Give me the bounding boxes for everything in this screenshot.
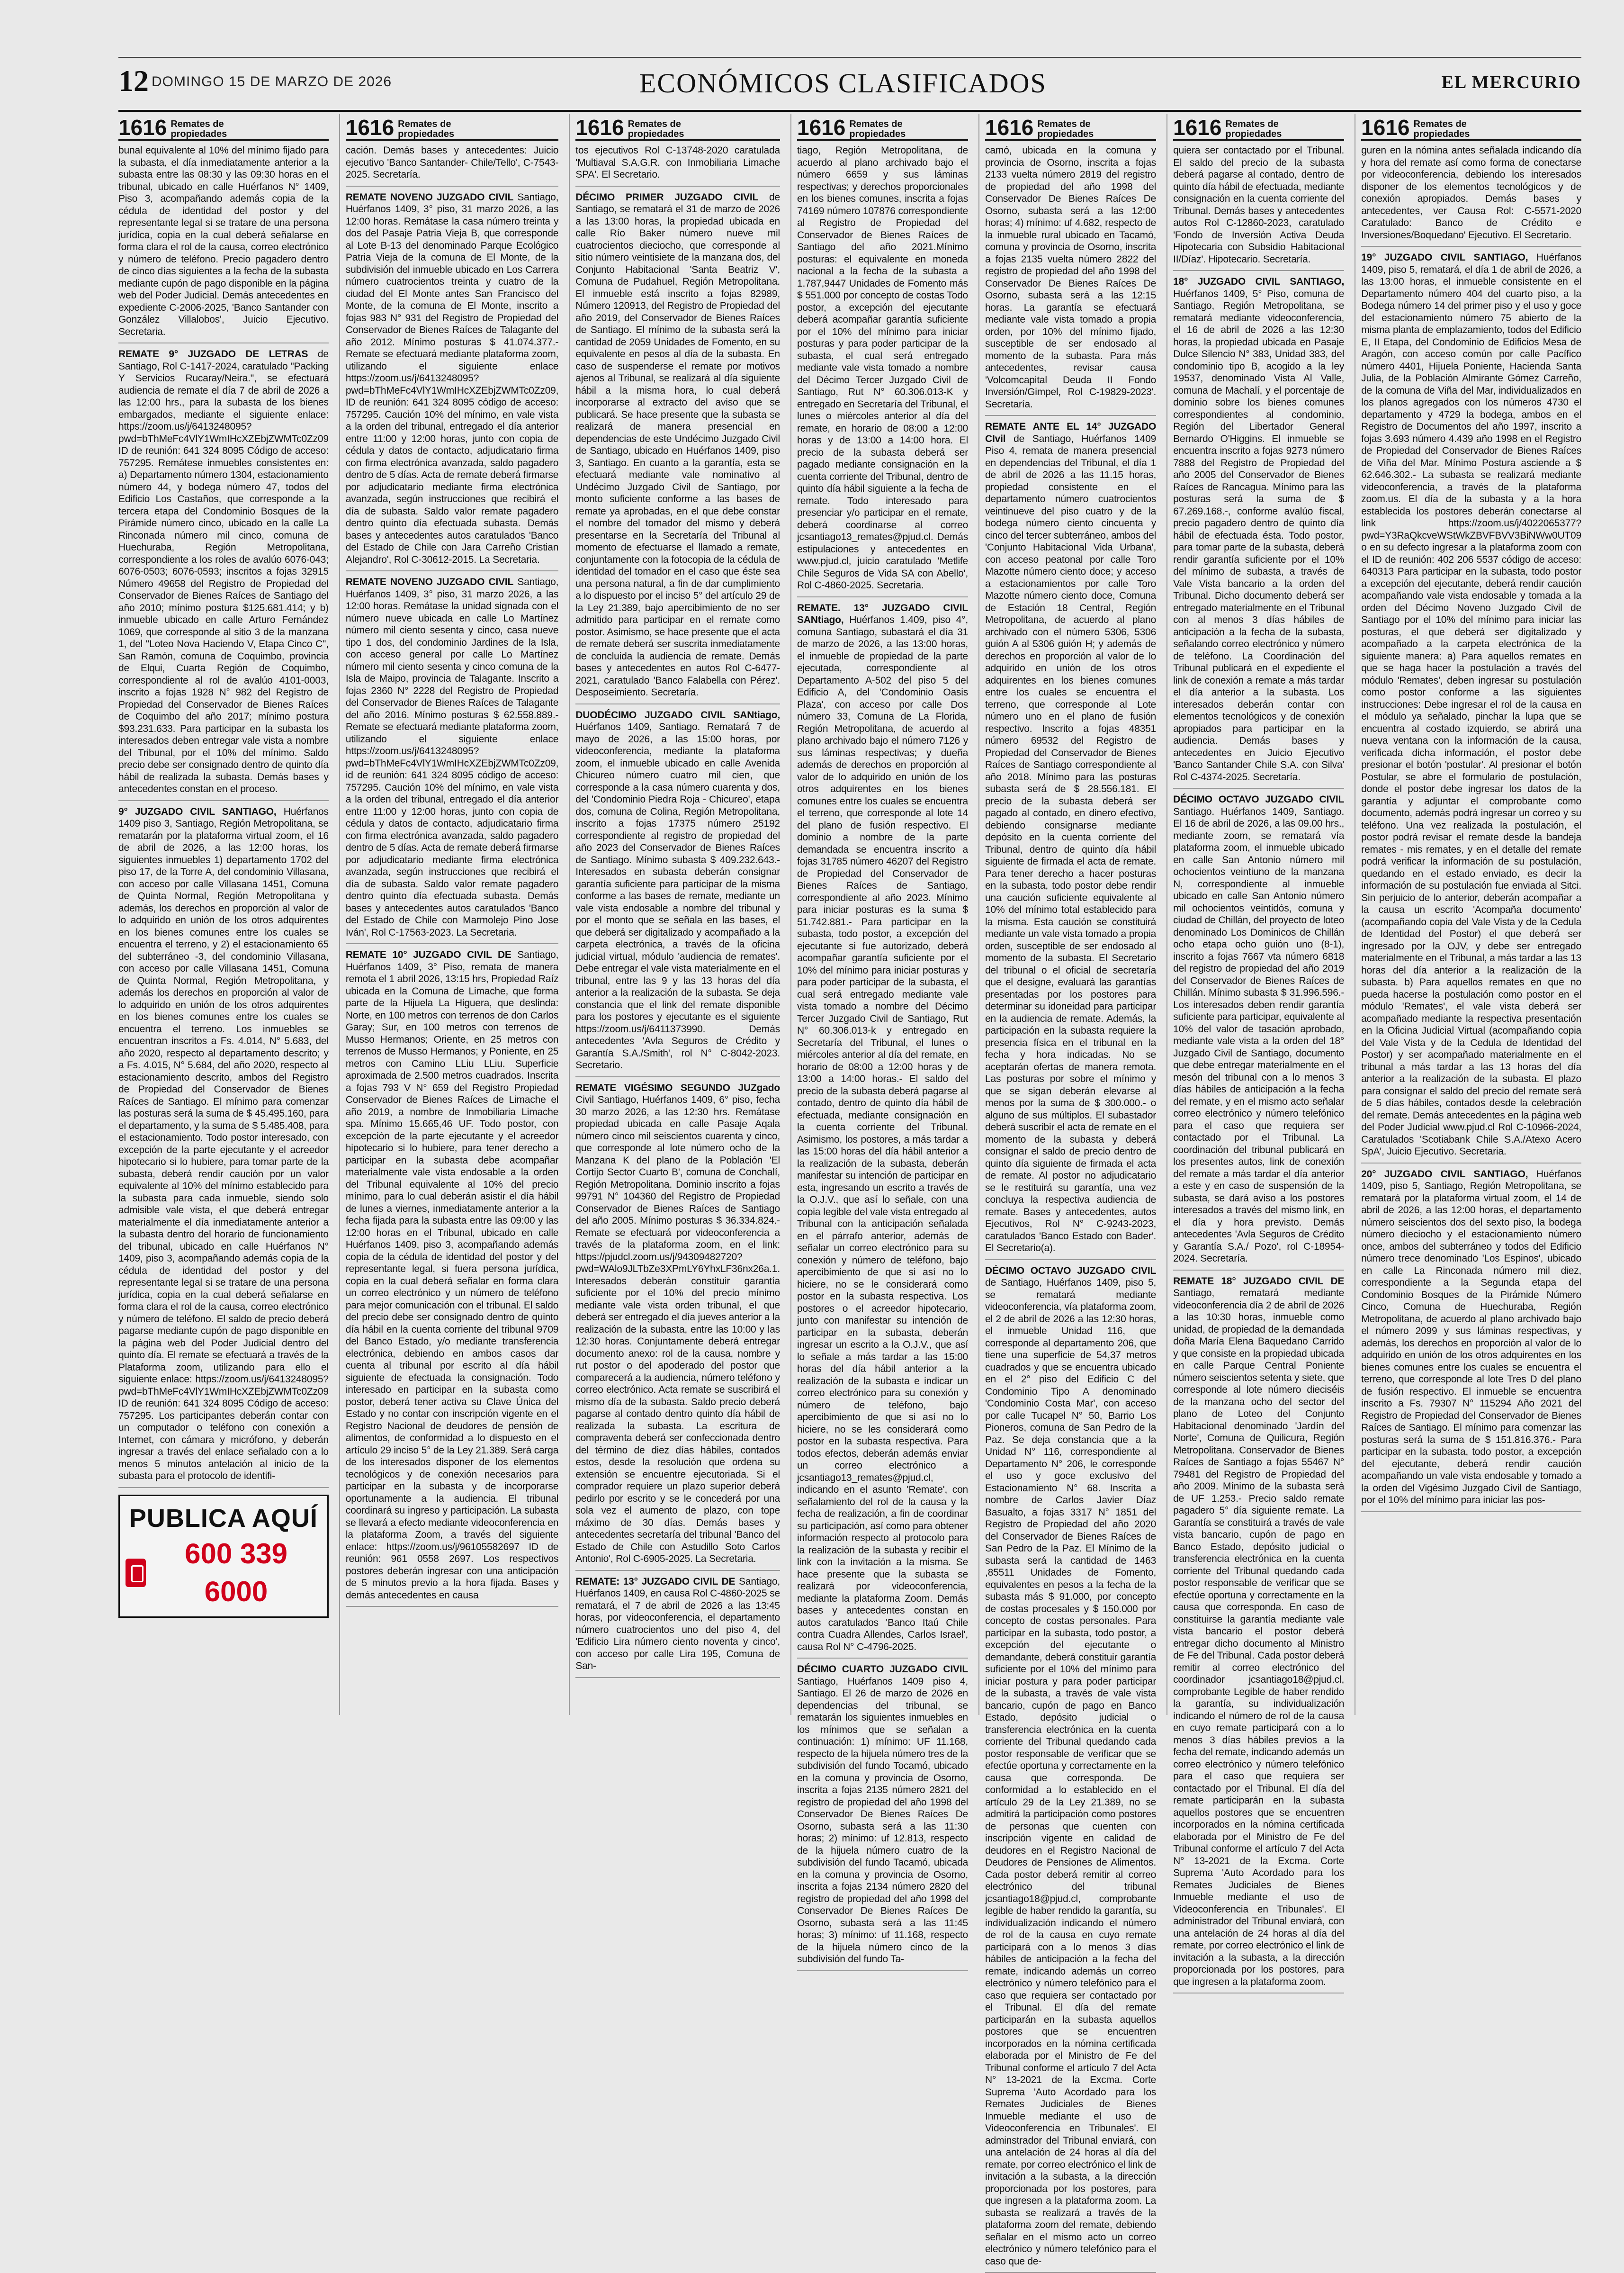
category-code: 1616 (575, 116, 624, 139)
auction-notice (1173, 144, 1344, 271)
category-label: Remates de propiedades (398, 119, 459, 139)
auction-notice (797, 602, 968, 1659)
notice-text: tos ejecutivos Rol C-13748-2020 caratulada 'Multiaval S.A.G.R. con Inmobiliaria Limache SPA'. El Secretario. (575, 145, 780, 180)
promo-phone-row (126, 1535, 322, 1611)
notice-title: REMATE NOVENO JUZGADO CIVIL (346, 577, 513, 587)
notice-title: DÉCIMO OCTAVO JUZGADO CIVIL (985, 1265, 1156, 1276)
column-6 (1166, 114, 1344, 1715)
category-code: 1616 (797, 116, 845, 139)
notice-text: Santiago. Huérfanos 1409, Santiago. El 16 de abril de 2026, a las 09.00 hrs., mediante zoom, se rematará vía plataforma zoom, el inmueble ubicado en calle San Antonio número mil ochocientos veintiuno de la manzana N, correspondiente al inmueble ubicado en calle San Antonio número mil ochocientos veintidós, comuna y ciudad de Chillán, del proyecto de loteo denominado Los Dominicos de Chillán ocho etapa ocho guión uno (8-1), inscrito a fojas 7667 vta número 6818 del registro de propiedad del año 2019 del Conservador de Bienes Raíces de Chillán. Mínimo subasta $ 31.996.596.-Los interesados deben rendir garantía suficiente para participar, equivalente al 10% del valor de tasación aprobado, mediante vale vista a la orden del 18° Juzgado Civil de Santiago, documento que debe entregar materialmente en el mesón del tribunal con a lo menos 3 días hábiles de anticipación a la fecha del remate, y en el mismo acto señalar correo electrónico y número telefónico para el caso que requiera ser contactado por el Tribunal. La coordinación del tribunal publicará en los presentes autos, link de conexión del remate a más tardar el día anterior a este y en caso de suspensión de la subasta, se dará aviso a los postores interesados a través del mismo link, en el día y hora previsto. Demás antecedentes 'Avla Seguros de Crédito y Garantía S.A./ Pozo', rol C-18954-2024. Secretaría. (1173, 806, 1344, 1264)
notice-title: DUODÉCIMO JUZGADO CIVIL SANtiago, (575, 710, 780, 721)
column-7 (1355, 114, 1581, 1715)
publication-date: DOMINGO 15 DE MARZO DE 2026 (152, 74, 392, 90)
auction-notice (346, 949, 558, 1607)
auction-notice (1173, 1275, 1344, 1994)
column-header (118, 114, 329, 141)
auction-notice (1361, 144, 1581, 247)
phone-icon (126, 1559, 146, 1587)
section-title: ECONÓMICOS CLASIFICADOS (639, 64, 1047, 102)
auction-notice (575, 1082, 780, 1571)
column-header (1173, 114, 1344, 141)
notice-text: Huérfanos 1409, piso 5, rematará, el día 1 de abril de 2026, a las 13:00 horas, el inmueble consistente en el Departamento número 404 del cuarto piso, a la Bodega número 14 del primer piso y el uso y goce del estacionamiento número 75 abierto de la misma planta de emplazamiento, todos del Edificio E, II Etapa, del Condominio de Edificios Mesa de Aragón, con acceso común por calle Pacífico número 4401, Hijuela Poniente, Hacienda Santa Julia, de la Población Almirante Gómez Carreño, de la comuna de Viña del Mar, individualizados en los planos agregados con los números 4730 el departamento y 4729 la bodega, ambos en el Registro de Documentos del año 1997, inscrito a fojas 3.693 número 4.439 año 1998 en el Registro de Propiedad del Conservador de Bienes Raíces de Viña del Mar. Mínimo Postura asciende a $ 62.646.302.- La subasta se realizará mediante videoconferencia, a través de la plataforma zoom.us. El día de la subasta y a la hora establecida los postores deberán conectarse al link https://zoom.us/j/4022065377?pwd=Y3RaQkcveWStWkZBVFBVV3BiNWw0UT09 o en su defecto ingresar a la plataforma zoom con el ID de reunión: 402 206 5537 código de acceso: 640313 Para participar en la subasta, todo postor a excepción del ejecutante, deberá rendir caución acompañando vale vista endosable y tomada a la orden del Décimo Noveno Juzgado Civil de Santiago por el 10% del mínimo para iniciar las posturas, el que deberá ser digitalizado y acompañado a la carpeta electrónica de la siguiente manera: a) Para aquellos remates en que se haga hacer la postulación a través del módulo 'Remates', deben ingresar su postulación como postor conforme a las siguientes instrucciones: Debe ingresar el rol de la causa en el módulo ya señalado, pinchar la lupa que se encuentra al costado izquierdo, se abrirá una nueva ventana con la información de la causa, verificada dicha información, el postor debe presionar el botón 'postular'. Al presionar el botón Postular, se abre el formulario de postulación, donde el postor debe ingresar los datos de la garantía y adjuntar el comprobante como documento, además podrá ingresar un correo y su teléfono. Una vez realizada la postulación, el postor podrá revisar el remate desde la bandeja remates - mis remates, y en el detalle del remate podrá verificar la información de su postulación, quedando en el estado enviado, es decir la información de su postulación fue enviada al Sitci. Sin perjuicio de lo anterior, deberán acompañar a la causa un escrito 'Acompaña documento' (acompañando copia del Vale Vista y de la Cedula de Identidad del Postor) el que deberá ser ingresado por la OJV, y debe ser entregado materialmente en el Tribunal, a más tardar a las 13 horas del día anterior a la realización de la subasta. b) Para aquellos remates en que no pueda hacerse la postulación como postor en el módulo 'Remates', el vale vista deberá ser acompañado mediante la respectiva presentación en la Oficina Judicial Virtual (acompañando copia del Vale Vista y de la Cedula de Identidad del Postor) y ser acompañado materialmente en el tribunal a más tardar a las 13 horas del día anterior a la realización de la subasta. El plazo para consignar el saldo del precio del remate será de 5 días hábiles, contados desde la celebración del remate. Demás antecedentes en la página web del Poder Judicial www.pjud.cl Rol C-10966-2024, Caratulados 'Scotiabank Chile S.A./Atexo Acero SpA', Juicio Ejecutivo. Secretaria. (1361, 252, 1581, 1157)
auction-notice (985, 421, 1156, 1260)
notice-text: camó, ubicada en la comuna y provincia de Osorno, inscrita a fojas 2133 vuelta número 2819 del registro de propiedad del año 1998 del Conservador De Bienes Raíces De Osorno, subasta será a las 12:00 horas; 4) mínimo: uf 4.682, respecto de la inmueble rural ubicado en Tacamó, comuna y provincia de Osorno, inscrita a fojas 2135 vuelta número 2822 del registro de propiedad del año 1998 del Conservador De Bienes Raíces De Osorno, subasta será a las 12:15 horas. La garantía se efectuará mediante vale vista tomado a propia orden, por 10% del mínimo fijado, susceptible de ser endosado al momento de la subasta. Para más antecedentes, revisar causa 'Volcomcapital Deuda II Fondo Inversión/Gimpel, Rol C-19829-2023'. Secretaría. (985, 145, 1156, 410)
notice-text: Civil Santiago, Huérfanos 1409, 6° piso, fecha 30 marzo 2026, a las 12:30 hrs. Remátase propiedad ubicada en calle Pasaje Aqala número cinco mil seiscientos cuarenta y cinco, que corresponde al lote número ocho de la Manzana K del plano de la Población 'El Cortijo Sector Cuarto B', comuna de Conchalí, Región Metropolitana. Dominio inscrito a fojas 99791 N° 104360 del Registro de Propiedad Conservador de Bienes Raíces de Santiago del año 2005. Mínimo posturas $ 36.334.824.- Remate se efectuará por videoconferencia a través de la plataforma zoom, en el link: https://pjudcl.zoom.us/j/94309482720?pwd=WAlo9JLTbZe3XPmLY6YhxLF36nx26a.1. Interesados deberán constituir garantía suficiente por el 10% del precio mínimo mediante vale vista orden tribunal, el que deberá ser entregado el día jueves anterior a la realización de la subasta, entre las 10:00 y las 12:30 horas. Conjuntamente deberá entregar documento anexo: rol de la causa, nombre y rut postor o del apoderado del postor que comparecerá a la audiencia, número teléfono y correo electrónico. Acta remate se suscribirá el mismo día de la subasta. Saldo precio deberá pagarse al contado dentro quinto día hábil de realizada la subasta. La escritura de compraventa deberá ser confeccionada dentro del término de diez días hábiles, contados estos, desde la resolución que ordena su extensión se encuentre ejecutoriada. Si el comprador requiere un plazo superior deberá pedirlo por escrito y se le concederá por una sola vez el aumento de plazo, con tope máximo de 30 días. Demás bases y antecedentes secretaría del tribunal 'Banco del Estado de Chile con Astudillo Soto Carlos Antonio', Rol C-6905-2025. La Secretaria. (575, 1094, 780, 1564)
auction-notice (118, 144, 329, 343)
notice-text: Santiago, Huérfanos 1409, 3° piso, 31 marzo 2026, a las 12:00 horas. Remátase la unidad signada con el número nueve ubicada en calle Lo Martínez número mil ciento sesenta y cinco, casa nueve tipo 1 dos, del condominio Jardines de la Isla, con acceso general por calle Lo Martínez número mil ciento sesenta y cinco comuna de la Isla de Maipo, provincia de Talagante. Inscrito a fojas 2360 N° 2228 del Registro de Propiedad del Conservador de Bienes Raíces de Talagante del año 2016. Mínimo posturas $ 62.558.889.- Remate se efectuará mediante plataforma zoom, utilizando el siguiente enlace https://zoom.us/j/6413248095?pwd=bThMeFc4VlY1WmIHcXZEbjZWMTc0Zz09, id de reunión: 641 324 8095 código de acceso: 757295. Caución 10% del mínimo, en vale vista a la orden del tribunal, entregado el día anterior entre 11:00 y 12:00 horas, junto con copia de cédula y datos de contacto, adjudicatario firma con firma electrónica avanzada, saldo pagadero dentro de 5 días. Acta de remate deberá firmarse por adjudicatario mediante firma electrónica avanzada, según instrucciones que recibirá el día de subasta. Saldo valor remate pagadero dentro quinto día efectuada subasta. Demás bases y antecedentes autos caratulados 'Banco del Estado de Chile con Marmolejo Pino Jose Iván', Rol C-17563-2023. La Secretaria. (346, 577, 558, 938)
category-code: 1616 (346, 116, 394, 139)
page-header (118, 57, 1581, 112)
auction-notice (346, 576, 558, 944)
notice-title: 9° JUZGADO CIVIL SANTIAGO, (118, 806, 277, 817)
column-header (346, 114, 558, 141)
auction-notice (985, 144, 1156, 416)
notice-title: REMATE 18° JUZGADO CIVIL DE (1173, 1276, 1344, 1287)
auction-notice (1173, 276, 1344, 789)
column-header (575, 114, 780, 141)
auction-notice (985, 1265, 1156, 2273)
category-label: Remates de propiedades (1037, 119, 1099, 139)
auction-notice (346, 191, 558, 572)
notice-title: REMATE: 13° JUZGADO CIVIL DE (575, 1576, 735, 1587)
notice-title: REMATE VIGÉSIMO SEGUNDO JUZgado (575, 1082, 780, 1093)
notice-text: Huérfanos 1409, 5° Piso, comuna de Santiago, Región Metropolitana, se rematará mediante videoconferencia, el 16 de abril de 2026 a las 12:30 horas, la propiedad ubicada en Pasaje Dulce Silencio N° 383, Unidad 383, del condominio tipo B, acogido a la ley 19537, denominado Vista Al Valle, comuna de Machalí, y el porcentaje de dominio sobre los bienes comunes correspondientes al condominio, Región del Libertador General Bernardo O'Higgins. El inmueble se encuentra inscrito a fojas 9273 número 7888 del Registro de Propiedad del año 2005 del Conservador de Bienes Raíces de Rancagua. Mínimo para las posturas será la suma de $ 67.269.168.-, conforme avalúo fiscal, precio pagadero dentro de quinto día hábil de efectuada ésta. Todo postor, para tomar parte de la subasta, deberá rendir garantía suficiente por el 10% del mínimo de subasta, a través de Vale Vista bancario a la orden del Tribunal. Dicho documento deberá ser entregado materialmente en el Tribunal con al menos 3 días hábiles de anticipación a la fecha de la subasta, señalando correo electrónico y número de teléfono. La Coordinación del Tribunal publicará en el expediente el link de conexión a remate a más tardar el día anterior a la subasta. Los interesados deberán contar con elementos tecnológicos y de conexión apropiados para participar en la audiencia. Demás bases y antecedentes en Juicio Ejecutivo 'Banco Santander Chile S.A. con Silva' Rol C-4374-2025. Secretaría. (1173, 289, 1344, 783)
auction-notice (575, 709, 780, 1077)
auction-notice (797, 1663, 968, 1971)
notice-text: de Santiago, se rematará el 31 de marzo de 2026 a las 13:00 horas, la propiedad ubicada en calle Río Baker número nueve mil cuatrocientos dieciocho, que corresponde al sitio número veintisiete de la manzana dos, del Conjunto Habitacional 'Santa Beatriz V', Comuna de Pudahuel, Región Metropolitana. El inmueble está inscrito a fojas 82989, Número 120913, del Registro de Propiedad del año 2019, del Conservador de Bienes Raíces de Santiago. El mínimo de la subasta será la cantidad de 2059 Unidades de Fomento, en su equivalente en pesos al día de la subasta. En caso de suspenderse el remate por motivos ajenos al Tribunal, se realizará al día siguiente hábil a la misma hora, lo cual deberá incorporarse al extracto del aviso que se publicará. Se hace presente que la subasta se realizará de manera presencial en dependencias de este Undécimo Juzgado Civil de Santiago, ubicado en Huérfanos 1409, piso 3, Santiago. En cuanto a la garantía, esta se efectuará mediante vale nominativo al Undécimo Juzgado Civil de Santiago, por monto suficiente conforme a las bases de remate ya aprobadas, en el que debe constar el nombre del tomador del mismo y deberá presentarse en la Secretaría del Tribunal al momento de efectuarse el llamado a remate, conjuntamente con la fotocopia de la cédula de identidad del tomador en el caso que éste sea una persona natural, a fin de dar cumplimiento a lo dispuesto por el inciso 5° del artículo 29 de la Ley 21.389, bajo apercibimiento de no ser admitido para participar en el remate como postor. Asimismo, se hace presente que el acta de remate deberá ser suscrita inmediatamente de concluida la audiencia de remate. Demás bases y antecedentes en autos Rol C-6477- 2021, caratulado 'Banco Falabella con Pérez'. Desposeimiento. Secretaría. (575, 192, 780, 698)
notice-title: 20° JUZGADO CIVIL SANTIAGO, (1361, 1169, 1528, 1180)
auction-notice (118, 348, 329, 801)
classified-columns (118, 114, 1581, 1715)
category-label: Remates de propiedades (849, 119, 911, 139)
auction-notice (118, 806, 329, 1488)
advertise-promo (118, 1495, 329, 1618)
notice-text: Santiago, Huérfanos 1409, 3° piso, 31 marzo 2026, a las 12:00 horas. Remátase la casa número treinta y dos del Pasaje Patria Vieja B, que corresponde al Lote B-13 del denominado Parque Ecológico Patria Vieja de la comuna de El Monte, de la subdivisión del inmueble ubicado en Los Carrera número cuatrocientos treinta y cuatro de la ciudad del El Monte antes San Francisco del Monte, de la comuna de El Monte, inscrito a fojas 983 N° 931 del Registro de Propiedad del Conservador de Bienes Raíces de Talagante del año 2012. Mínimo posturas $ 41.074.377.- Remate se efectuará mediante plataforma zoom, utilizando el siguiente enlace https://zoom.us/j/6413248095?pwd=bThMeFc4VlY1WmIHcXZEbjZWMTc0Zz09, ID de reunión: 641 324 8095 código de acceso: 757295. Caución 10% del mínimo, en vale vista a la orden del tribunal, entregado el día anterior entre 11:00 y 12:00 horas, junto con copia de cédula y datos de contacto, adjudicatario firma con firma electrónica avanzada, saldo pagadero dentro de 5 días. Acta de remate deberá firmarse por adjudicatario mediante firma electrónica avanzada, según instrucciones que recibirá el día de subasta. Saldo valor remate pagadero dentro quinto día efectuada subasta. Demás bases y antecedentes autos caratulados 'Banco del Estado de Chile con Jara Carreño Cristian Alejandro', Rol C-30612-2015. La Secretaria. (346, 192, 558, 565)
notice-title: 19° JUZGADO CIVIL SANTIAGO, (1361, 252, 1528, 263)
notice-text: Huérfanos 1409 piso 3, Santiago, Región Metropolitana, se rematarán por la plataforma virtual zoom, el 16 de abril de 2026, a las 12:00 horas, los siguientes inmuebles 1) departamento 1702 del piso 17, de la Torre A, del condominio Villasana, con acceso por calle Villasana 1451, Comuna de Quinta Normal, Región Metropolitana y además, los derechos en proporción al valor de lo adquirido en unión de los otros adquirentes en los bienes comunes entre los cuales se encuentra el terreno, y 2) el estacionamiento 65 del subterráneo -3, del condominio Villasana, con acceso por calle Villasana 1451, Comuna de Quinta Normal, Región Metropolitana, y además los derechos en proporción al valor de lo adquirido en unión de los otros adquirentes en los bienes comunes entre los cuales se encuentra el terreno. Los inmuebles se encuentran inscritos a Fs. 4.014, N° 5.683, del año 2020, respecto al departamento descrito; y a Fs. 4.015, N° 5.684, del año 2020, respecto al estacionamiento descrito, ambos del Registro de Propiedad del Conservador de Bienes Raíces de Santiago. El mínimo para comenzar las posturas será la suma de $ 45.495.160, para el departamento, y la suma de $ 5.485.408, para el estacionamiento. Todo postor interesado, con excepción de la parte ejecutante y el acreedor hipotecario si lo hubiere, para tomar parte de la subasta, deberá rendir caución por un valor equivalente al 10% del mínimo establecido para la subasta para cada inmueble, siendo solo admisible vale vista, el que deberá entregar materialmente el día inmediatamente anterior a la subasta dentro del horario de funcionamiento del tribunal, ubicado en calle Huérfanos N° 1409, piso 3, acompañando además copia de la cédula de identidad del postor y del representante legal si se tratare de una persona jurídica, copia en la cual deberá señalarse en forma clara el rol de la causa, correo electrónico y número de teléfono. El saldo de precio deberá pagarse mediante cupón de pago disponible en la página web del Poder Judicial dentro del quinto día. El remate se efectuará a través de la Plataforma zoom, utilizando para ello el siguiente enlace: https://zoom.us/j/6413248095?pwd=bThMeFc4VlY1WmIHcXZEbjZWMTc0Zz09 ID de reunión: 641 324 8095 Código de acceso: 757295. Los participantes deberán contar con un computador o teléfono con conexión a Internet, con cámara y micrófono, y deberán ingresar a través del enlace señalado con a lo menos 5 minutos antelación al inicio de la subasta para el protocolo de identifi- (118, 806, 329, 1482)
notice-title: REMATE NOVENO JUZGADO CIVIL (346, 192, 513, 203)
auction-notice (1361, 1168, 1581, 1512)
category-label: Remates de propiedades (1225, 119, 1287, 139)
notice-text: de Santiago, Huérfanos 1409, piso 5, se rematará mediante videoconferencia, vía plataforma zoom, el 2 de abril de 2026 a las 12:30 horas, el inmueble Unidad 116, que corresponde al departamento 206, que tiene una superficie de 54,37 metros cuadrados y que se encuentra ubicado en el 2° piso del Edificio C del Condominio Tipo A denominado 'Condominio Costa Mar', con acceso por calle Tucapel N° 50, Barrio Los Pioneros, comuna de San Pedro de la Paz. Se deja constancia que a la Unidad N° 116, correspondiente al Departamento N° 206, le corresponde el uso y goce exclusivo del Estacionamiento N° 68. Inscrita a nombre de Carlos Javier Díaz Basualto, a fojas 3317 N° 1851 del Registro de Propiedad del año 2020 del Conservador de Bienes Raíces de San Pedro de la Paz. El Mínimo de la subasta será la cantidad de 1463 ,85511 Unidades de Fomento, equivalentes en pesos a la fecha de la subasta más $ 91.000, por concepto de costas procesales y $ 150.000 por concepto de costas personales. Para participar en la subasta, todo postor, a excepción del ejecutante o demandante, deberá constituir garantía suficiente por el 10% del mínimo para iniciar postura y para poder participar de la subasta, a través de vale vista bancario, cupón de pago en Banco Estado, depósito judicial o transferencia electrónica en la cuenta corriente del Tribunal quedando cada postor responsable de verificar que se efectúe oportuna y correctamente en la causa que corresponda. De conformidad a lo establecido en el artículo 29 de la Ley 21.389, no se admitirá la participación como postores de personas que cuenten con inscripción vigente en calidad de deudores en el Registro Nacional de Deudores de Pensiones de Alimentos. Cada postor deberá remitir al correo electrónico del tribunal jcsantiago18@pjud.cl, comprobante legible de haber rendido la garantía, su individualización indicando el número de rol de la causa en cuyo remate participará con a lo menos 3 días hábiles de anticipación a la fecha del remate, indicando además un correo electrónico y número telefónico para el caso que requiera ser contactado por el Tribunal. El día del remate participarán en la subasta aquellos postores que se encuentren incorporados en la nómina certificada elaborada por el Ministro de Fe del Tribunal conforme el artículo 7 del Acta N° 13-2021 de la Excma. Corte Suprema 'Auto Acordado para los Remates Judiciales de Bienes Inmueble mediante el uso de Videoconferencia en Tribunales'. El adminstrador del Tribunal enviará, con una antelación de 24 horas al día del remate, por correo electrónico el link de invitación a la subasta, a la dirección proporcionada por los postores, para que ingresen a la plataforma zoom. La subasta se realizará a través de la plataforma zoom del remate, debiendo señalar en el mismo acto un correo electrónico y número telefónico para el caso que de- (985, 1277, 1156, 2267)
notice-title: REMATE ANTE EL 14° JUZGADO CIvil (985, 421, 1156, 444)
notice-title: REMATE 10° JUZGADO CIVIL DE (346, 949, 511, 960)
column-1 (118, 114, 329, 1715)
notice-text: Huérfanos 1409, piso 5, Santiago, Región Metropolitana, se rematará por la plataforma virtual zoom, el 14 de abril de 2026, a las 12:00 horas, el departamento número seiscientos dos del sexto piso, la bodega número dieciocho y el estacionamiento número once, ambos del subterráneo y todos del Edificio número trece denominado 'Los Espinos', ubicado en calle La Rinconada número mil diez, correspondiente a la Segunda etapa del Condominio Bosques de la Pirámide Número Cinco, Comuna de Huechuraba, Región Metropolitana, de acuerdo al plano archivado bajo el número 2099 y sus láminas respectivas, y además, los derechos en proporción al valor de lo adquirido en unión de los otros adquirentes en los bienes comunes entre los cuales se encuentra el terreno, que corresponde al lote Tres D del plano de fusión respectivo. El inmueble se encuentra inscrito a Fs. 79307 N° 115294 Año 2021 del Registro de Propiedad del Conservador de Bienes Raíces de Santiago. El mínimo para comenzar las posturas será la suma de $ 151.816.376.- Para participar en la subasta, todo postor, a excepción del ejecutante, deberá rendir caución acompañando un vale vista endosable y tomado a la orden del Vigésimo Juzgado Civil de Santiago, por el 10% del mínimo para iniciar las pos- (1361, 1169, 1581, 1506)
column-2 (339, 114, 558, 1715)
auction-notice (346, 144, 558, 187)
auction-notice (1361, 252, 1581, 1164)
category-label: Remates de propiedades (170, 119, 232, 139)
newspaper-brand: EL MERCURIO (1442, 72, 1581, 93)
notice-text: de Santiago, Huérfanos 1409 Piso 4, remata de manera presencial en dependencias del Tribunal, el día 1 de abril de 2026 a las 11.15 horas, propiedad consistente en el departamento número cuatrocientos veintinueve del piso cuatro y de la bodega número ciento cincuenta y cinco del tercer subterráneo, ambos del 'Conjunto Habitacional Vida Urbana', con acceso peatonal por calle Toro Mazotte número ciento doce; y acceso a estacionamientos por calle Toro Mazotte número ciento doce, Comuna de Estación 18 Central, Región Metropolitana, de acuerdo al plano archivado con el número 5306, 5306 guión A al 5306 guión H; y además de derechos en proporción al valor de lo adquirido en unión de los otros adquirentes en los bienes comunes entre los cuales se encuentra el terreno, que corresponde al Lote número uno en el plano de fusión respectivo. Inscrito a fojas 48351 número 69532 del Registro de Propiedad del Conservador de Bienes Raíces de Santiago correspondiente al año 2018. Mínimo para las posturas subasta será de $ 28.556.181. El precio de la subasta deberá ser pagado al contado, en dinero efectivo, debiendo consignarse mediante depósito en la cuenta corriente del Tribunal, dentro de quinto día hábil siguiente de firmada el acta de remate. Para tener derecho a hacer posturas en la subasta, todo postor debe rendir una caución suficiente equivalente al 10% del mínimo total establecido para la misma. Esta caución se constituirá mediante un vale vista tomado a propia orden, susceptible de ser endosado al momento de la subasta. El Secretario del tribunal o el oficial de secretaría que el designe, evaluará las garantías presentadas por los postores para determinar su idoneidad para participar en la audiencia de remate. Además, la participación en la subasta requiere la presencia física en el tribunal en la fecha y hora indicadas. No se aceptarán ofertas de manera remota. Las posturas por sobre el mínimo y que se sigan deberán elevarse al menos por la suma de $ 300.000.- o alguno de sus múltiplos. El subastador deberá suscribir el acta de remate en el momento de la subasta y deberá consignar el saldo de precio dentro de quinto día siguiente de firmada el acta de remate. Al postor no adjudicatario se le restituirá su garantía, una vez concluya la respectiva audiencia de remate. Bases y antecedentes, autos Ejecutivos, Rol N° C-9243-2023, caratulados 'Banco Estado con Bader'. El Secretario(a). (985, 433, 1156, 1254)
notice-text: Santiago, Huérfanos 1409, en causa Rol C-4860-2025 se rematará, el 7 de abril de 2026 a las 13:45 horas, por videoconferencia, el departamento número cuatrocientos uno del piso 4, del 'Edificio Lira número ciento noventa y cinco', con acceso por calle Lira 195, Comuna de San- (575, 1576, 780, 1672)
category-code: 1616 (985, 116, 1033, 139)
notice-title: 18° JUZGADO CIVIL SANTIAGO, (1173, 276, 1344, 287)
column-header (797, 114, 968, 141)
notice-title: REMATE 9° JUZGADO DE LETRAS (118, 349, 308, 360)
notice-title: DÉCIMO OCTAVO JUZGADO CIVIL (1173, 794, 1344, 805)
column-5 (978, 114, 1156, 1715)
notice-text: Huérfanos 1409, Santiago. Rematará 7 de mayo de 2026, a las 15:00 horas, por videoconferencia, mediante la plataforma zoom, el inmueble ubicado en calle Avenida Chicureo número cuatro mil cien, que corresponde a la casa número cuarenta y dos, del 'Condominio Piedra Roja - Chicureo', etapa dos, comuna de Colina, Región Metropolitana, inscrito a fojas 17375 número 25192 correspondiente al registro de propiedad del año 2023 del Conservador de Bienes Raíces de Santiago. Mínimo subasta $ 409.232.643.- Interesados en subasta deberán consignar garantía suficiente para participar de la misma conforme a las bases de remate, mediante un vale vista endosable a nombre del tribunal y por el monto que se señala en las bases, el que deberá ser digitalizado y acompañado a la carpeta electrónica, a través de la oficina judicial virtual, módulo 'audiencia de remates'. Debe entregar el vale vista materialmente en el tribunal, entre las 9 y las 13 horas del día anterior a la realización de la subasta. Se deja constancia que el link del remate disponible para los postores y ejecutante es el siguiente https://zoom.us/j/6411373990. Demás antecedentes 'Avla Seguros de Crédito y Garantía S.A./Smith', rol N° C-8042-2023. Secretario. (575, 722, 780, 1071)
notice-text: Santiago, Huérfanos 1409 piso 4, Santiago. El 26 de marzo de 2026 en dependencias del tribunal, se rematarán los siguientes inmuebles en los mínimos que se señalan a continuación: 1) mínimo: UF 11.168, respecto de la hijuela número tres de la subdivisión del fundo Tocamó, ubicado en la comuna y provincia de Osorno, inscrita a fojas 2135 número 2821 del registro de propiedad del año 1998 del Conservador De Bienes Raíces De Osorno, subasta será a las 11:30 horas; 2) mínimo: uf 12.813, respecto de la hijuela número cuatro de la subdivisión del fundo Tacamó, ubicada en la comuna y provincia de Osorno, inscrita a fojas 2134 número 2820 del registro de propiedad del año 1998 del Conservador De Bienes Raíces De Osorno, subasta será a las 11:45 horas; 3) mínimo: uf 11.168, respecto de la hijuela número cinco de la subdivisión del fundo Ta- (797, 1676, 968, 1965)
notice-title: DÉCIMO CUARTO JUZGADO CIVIL (797, 1664, 968, 1675)
auction-notice (797, 144, 968, 597)
notice-text: tiago, Región Metropolitana, de acuerdo al plano archivado bajo el número 6659 y sus láminas respectivas; y derechos proporcionales en los bienes comunes, inscrita a fojas 74169 número 107876 correspondiente al Registro de Propiedad del Conservador de Bienes Raíces de Santiago del año 2021.Mínimo posturas: el equivalente en moneda nacional a la fecha de la subasta a 1.787,9447 Unidades de Fomento más $ 551.000 por concepto de costas Todo postor, a excepción del ejecutante deberá acompañar garantía suficiente por el 10% del mínimo para iniciar posturas y para poder participar de la subasta, el cual será entregado mediante vale vista tomado a nombre del Décimo Tercer Juzgado Civil de Santiago, Rut N° 60.306.013-K y entregado en Secretaría del Tribunal, el lunes o miércoles anterior al día del remate, en horario de 08:00 a 12:00 horas y de 13:00 a 14:00 hora. El precio de la subasta deberá ser pagado mediante consignación en la cuenta corriente del Tribunal, dentro de quinto día hábil siguiente a la fecha de remate. Todo interesado para presenciar y/o participar en el remate, deberá coordinarse al correo jcsantiago13_remates@pjud.cl. Demás estipulaciones y antecedentes en www.pjud.cl, juicio caratulado 'Metlife Chile Seguros de Vida SA con Abello', Rol C-4860-2025. Secretaria. (797, 145, 968, 591)
column-header (1361, 114, 1581, 141)
column-4 (790, 114, 968, 1715)
notice-text: quiera ser contactado por el Tribunal. El saldo del precio de la subasta deberá pagarse al contado, dentro de quinto día hábil de efectuada, mediante consignación en la cuenta corriente del Tribunal. Demás bases y antecedentes autos Rol C-12860-2023, caratulado 'Fondo de Inversión Activa Deuda Hipotecaria con Subsidio Habitacional II/Díaz'. Hipotecario. Secretaría. (1173, 145, 1344, 265)
notice-text: Santiago, Huérfanos 1409, 3° Piso, remata de manera remota el 1 abril 2026, 13:15 hrs, Propiedad Raíz ubicada en la Comuna de Limache, que forma parte de la Hijuela La Higuera, que deslinda: Norte, en 100 metros con terrenos de don Carlos Garay; Sur, en 100 metros con terrenos de Musso Hermanos; Oriente, en 25 metros con terrenos de Musso Hermanos; y Poniente, en 25 metros con Camino LLiu LLiu. Superficie aproximada de 2.500 metros cuadrados. Inscrita a fojas 793 V N° 659 del Registro Propiedad Conservador de Bienes Raíces de Limache el año 2019, a nombre de Inmobiliaria Limache spa. Mínimo 15.665,46 UF. Todo postor, con excepción de la parte ejecutante y el acreedor hipotecario si lo hubiere, para tener derecho a participar en la subasta debe acompañar materialmente vale vista endosable a la orden del Tribunal equivalente al 10% del precio mínimo, para lo cual deberán asistir el día hábil de lunes a viernes, inmediatamente anterior a la fecha fijada para la subasta entre las 09:00 y las 12:00 horas en el Tribunal, ubicado en calle Huérfanos 1409, piso 3, acompañando además copia de la cédula de identidad del postor y del representante legal, si fuera persona jurídica, copia en la cual deberá señalar en forma clara un correo electrónico y un número de teléfono para mejor comunicación con el tribunal. El saldo del precio debe ser consignado dentro de quinto día hábil en la cuenta corriente del tribunal 9709 del Banco Estado, y/o mediante transferencia electrónica, debiendo en ambos casos dar cuenta al tribunal por escrito al día hábil siguiente de efectuada la consignación. Todo interesado en participar en la subasta como postor, deberá tener activa su Clave Única del Estado y no contar con inscripción vigente en el Registro Nacional de deudores de pensión de alimentos, de conformidad a lo dispuesto en el artículo 29 inciso 5° de la Ley 21.389. Será carga de los interesados disponer de los elementos tecnológicos y de conexión necesarios para participar en la subasta y de incorporarse oportunamente a la audiencia. El tribunal coordinará su ingreso y participación. La subasta se llevará a efecto mediante videoconferencia en la plataforma Zoom, a través del siguiente enlace: https://zoom.us/j/96105582697 ID de reunión: 961 0558 2697. Los respectivos postores deberán ingresar con una anticipación de 5 minutos previo a la hora fijada. Bases y demás antecedentes en causa (346, 949, 558, 1601)
auction-notice (575, 1576, 780, 1678)
notice-title: DÉCIMO PRIMER JUZGADO CIVIL (575, 192, 758, 203)
column-header (985, 114, 1156, 141)
notice-text: bunal equivalente al 10% del mínimo fijado para la subasta, el día inmediatamente anterior a la subasta entre las 08:30 y las 09:30 horas en el tribunal, ubicado en calle Huérfanos N° 1409, Piso 3, acompañando además copia de la cédula de identidad del postor y del representante legal si se tratare de una persona jurídica, copia en la cual deberá señalarse en forma clara el rol de la causa, correo electrónico y número de teléfono. Precio pagadero dentro de cinco días siguientes a la fecha de la subasta mediante cupón de pago disponible en la página web del Poder Judicial. Demás antecedentes en expediente C-2006-2025, 'Banco Santander con González Villalobos', Juicio Ejecutivo. Secretaria. (118, 145, 329, 337)
notice-text: de Santiago, Rol C-1417-2024, caratulado "Packing Y Servicios Rucaray/Neira.", se efectuará audiencia de remate el día 7 de abril de 2026 a las 12:00 hrs., para la subasta de los bienes embargados, mediante el siguiente enlace: https://zoom.us/j/6413248095?pwd=bThMeFc4VlY1WmIHcXZEbjZWMTc0Zz09 ID de reunión: 641 324 8095 Código de acceso: 757295. Remátese inmuebles consistentes en: a) Departamento número 1304, estacionamiento número 44, y bodega número 47, todos del Edificio Los Castaños, que corresponde a la tercera etapa del Condominio Bosques de la Pirámide número cinco, ubicado en la calle La Rinconada número mil cinco, comuna de Huechuraba, Región Metropolitana, correspondiente a los roles de avalúo 6076-043; 6076-0503; 6076-0593; inscritos a fojas 32915 Número 49658 del Registro de Propiedad del Conservador de Bienes Raíces de Santiago del año 2010; mínimo postura $125.681.414; y b) inmueble ubicado en calle Arturo Fernández 1069, que corresponde al sitio 3 de la manzana 1, del "Loteo Nova Haciendo V, Etapa Cinco C", San Ramón, comuna de Coquimbo, provincia de Elqui, Cuarta Región de Coquimbo, correspondiente al rol de avalúo 4101-0003, inscrito a fojas 1928 N° 982 del Registro de Propiedad del Conservador de Bienes Raíces de Coquimbo del año 2017; mínimo postura $93.231.633. Para participar en la subasta los interesados deben entregar vale vista a nombre del Tribunal, por el 10% del mínimo. Saldo precio debe ser consignado dentro de quinto día hábil de realizada la subasta. Demás bases y antecedentes constan en el proceso. (118, 349, 329, 794)
notice-text: Huérfanos 1.409, piso 4°, comuna Santiago, subastará el día 31 de marzo de 2026, a las 13:00 horas, el inmueble de propiedad de la parte ejecutada, correspondiente al Departamento A-502 del piso 5 del Edificio A, del 'Condominio Oasis Plaza', con acceso por calle Dos número 33, Comuna de La Florida, Región Metropolitana, de acuerdo al plano archivado bajo el número 7126 y sus láminas respectivas; y dueña además de derechos en proporción al valor de lo adquirido en unión de los otros adquirentes en los bienes comunes entre los cuales se encuentra el terreno, que corresponde al lote 14 del plano de fusión respectivo. El dominio a nombre de la parte demandada se encuentra inscrito a fojas 31785 número 46207 del Registro de Propiedad del Conservador de Bienes Raíces de Santiago, correspondiente al año 2023. Mínimo para iniciar posturas es la suma $ 51.742.881.- Para participar en la subasta, todo postor, a excepción del ejecutante si fue autorizado, deberá acompañar garantía suficiente por el 10% del mínimo para iniciar posturas y para poder participar de la subasta, el cual será entregado mediante vale vista tomado a nombre del Décimo Tercer Juzgado Civil de Santiago, Rut N° 60.306.013-k y entregado en Secretaría del Tribunal, el lunes o miércoles anterior al día del remate, en horario de 08:00 a 12:00 horas y de 13:00 a 14:00 horas.- El saldo del precio de la subasta deberá pagarse al contado, dentro de quinto día hábil de efectuada, mediante consignación en la cuenta corriente del Tribunal. Asimismo, los postores, a más tardar a las 15:00 horas del día hábil anterior a la realización de la subasta, deberán manifestar su intención de participar en esta, ingresando un escrito a través de la O.J.V., que así lo señale, con una copia legible del vale vista entregado al Tribunal con la anticipación señalada en el párrafo anterior, además de señalar un correo electrónico para su conexión y número de teléfono, bajo apercibimiento de que si así no lo hiciere, no se le considerará como postor en la subasta respectiva. Los postores o el acreedor hipotecario, junto con manifestar su intención de participar en la subasta, deberán ingresar un escrito a la O.J.V., que así lo señale a más tardar a las 15:00 horas del día hábil anterior a la realización de la subasta e indicar un correo electrónico para su conexión y número de teléfono, bajo apercibimiento de que si así no lo hiciere, no se les considerará como postor en la subasta respectiva. Para todos efectos, deberán además enviar un correo electrónico a jcsantiago13_remates@pjud.cl, indicando en el asunto 'Remate', con señalamiento del rol de la causa y la fecha de realización, a fin de coordinar su participación, así como para obtener información respecto al protocolo para la realización de la subasta y recibir el link con la invitación a la misma. Se hace presente que la subasta se realizará por videoconferencia, mediante la plataforma Zoom. Demás bases y antecedentes constan en autos caratulados 'Banco Itaú Chile contra Cuadra Allendes, Carlos Israel', causa Rol N° C-4796-2025. (797, 614, 968, 1652)
promo-phone-number: 600 339 6000 (151, 1535, 322, 1611)
promo-title: PUBLICA AQUÍ (126, 1502, 322, 1535)
notice-text: cación. Demás bases y antecedentes: Juicio ejecutivo 'Banco Santander- Chile/Tello', C-7543-2025. Secretaría. (346, 145, 558, 180)
category-code: 1616 (1173, 116, 1221, 139)
notice-title: REMATE. 13° JUZGADO CIVIL SANtiago, (797, 603, 968, 626)
notice-text: Santiago, rematará mediante videoconferencia día 2 de abril de 2026 a las 10:30 horas, inmueble como unidad, de propiedad de la demandada doña María Elena Baquedano Carrido y que consiste en la propiedad ubicada en calle Parque Central Poniente número seiscientos setenta y siete, que corresponde al lote número dieciséis de la manzana ocho del sector del plano de Loteo del Conjunto Habitacional denominado 'Jardín del Norte', Comuna de Quilicura, Región Metropolitana. Conservador de Bienes Raíces de Santiago a fojas 55467 N° 79481 del Registro de Propiedad del año 2009. Mínimo de la subasta será de UF 1.253.- Precio saldo remate pagadero 5° día siguiente remate. La Garantía se constituirá a través de vale vista bancario, cupón de pago en Banco Estado, depósito judicial o transferencia electrónica en la cuenta corriente del Tribunal quedando cada postor responsable de verificar que se efectúe oportuna y correctamente en la causa que corresponda. En caso de constituirse la garantía mediante vale vista bancario el postor deberá entregar dicho documento al Ministro de Fe del Tribunal. Cada postor deberá remitir al correo electrónico del coordinador jcsantiago18@pjud.cl, comprobante Legible de haber rendido la garantía, su individualización indicando el número de rol de la causa en cuyo remate participará con a lo menos 3 días hábiles previos a la fecha del remate, indicando además un correo electrónico y número telefónico para el caso que requiera ser contactado por el Tribunal. El día del remate participarán en la subasta aquellos postores que se encuentren incorporados en la nómina certificada elaborada por el Ministro de Fe del Tribunal conforme el artículo 7 del Acta N° 13-2021 de la Excma. Corte Suprema 'Auto Acordado para los Remates Judiciales de Bienes Inmueble mediante el uso de Videoconferencia en Tribunales'. El administrador del Tribunal enviará, con una antelación de 24 horas al día del remate, por correo electrónico el link de invitación a la subasta, a la dirección proporcionada por los postores, para que ingresen a la plataforma zoom. (1173, 1288, 1344, 1987)
column-3 (569, 114, 780, 1715)
category-code: 1616 (1361, 116, 1409, 139)
page-number: 12 (118, 64, 149, 98)
category-label: Remates de propiedades (1414, 119, 1475, 139)
notice-text: guren en la nómina antes señalada indicando día y hora del remate así como forma de conectarse por videoconferencia, debiendo los interesados disponer de los elementos tecnológicos y de conexión apropiados. Demás bases y antecedentes, ver Causa Rol: C-5571-2020 Caratulado: Banco de Crédito e Inversiones/Boquedano' Ejecutivo. El Secretario. (1361, 145, 1581, 241)
auction-notice (575, 191, 780, 704)
auction-notice (575, 144, 780, 187)
category-label: Remates de propiedades (628, 119, 690, 139)
auction-notice (1173, 794, 1344, 1271)
category-code: 1616 (118, 116, 167, 139)
